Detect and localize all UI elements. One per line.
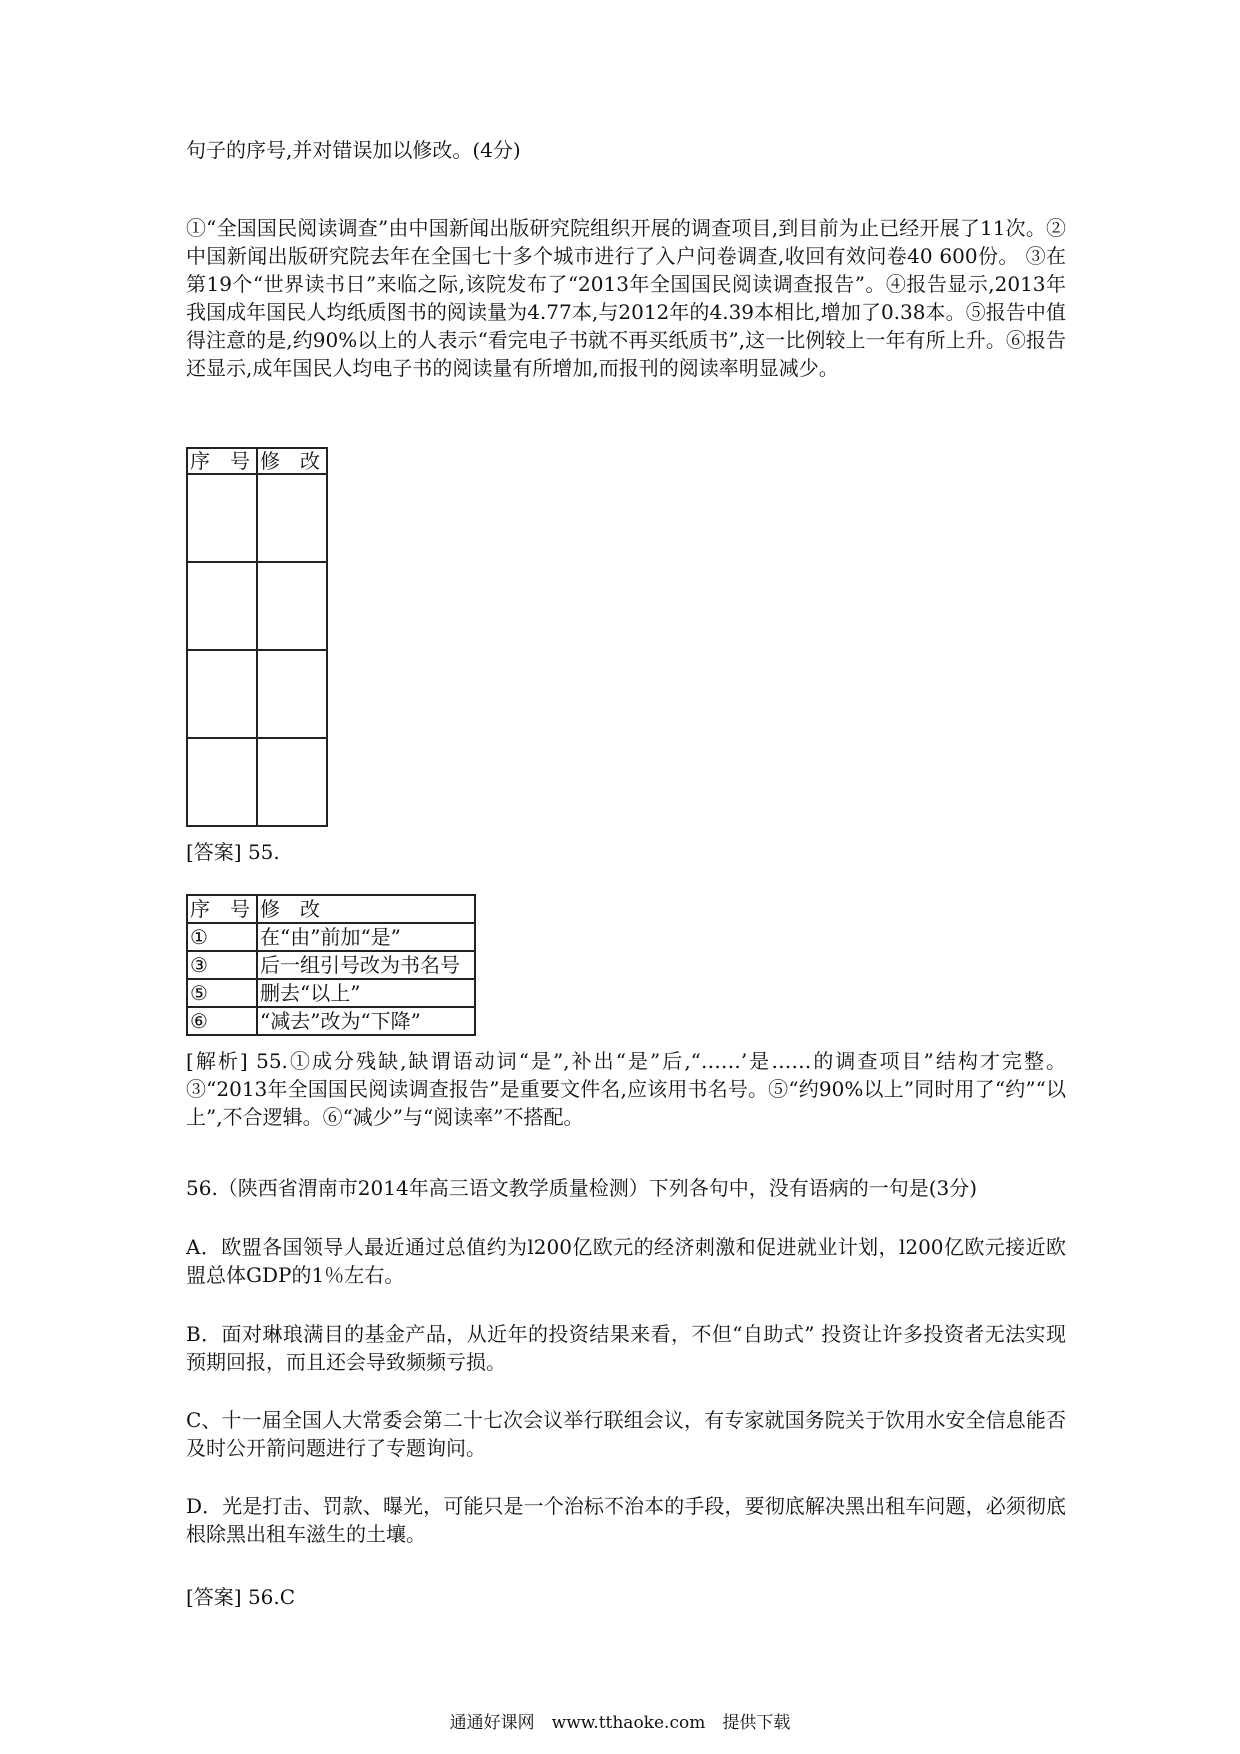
analysis-55-paragraph: [解析] 55.①成分残缺,缺谓语动词“是”,补出“是”后,“……’是……的调查项目”结构才完整。③“2013年全国国民阅读调查报告”是重要文件名,应该用书名号。⑤“约90%以上”同时用了“约”“以上”,不合逻辑。⑥“减少”与“阅读率”不搭配。 [186, 1049, 1066, 1129]
answer-row-number: ⑥ [187, 1007, 257, 1035]
answer-row-revision: “减去”改为“下降” [257, 1007, 475, 1035]
blank-table-cell[interactable] [257, 474, 327, 562]
answer-row-revision: 在“由”前加“是” [257, 923, 475, 951]
option-a: A．欧盟各国领导人最近通过总值约为l200亿欧元的经济刺激和促进就业计划，l200亿欧元接近欧盟总体GDP的1％左右。 [186, 1235, 1066, 1287]
instruction-line: 句子的序号,并对错误加以修改。(4分) [186, 138, 521, 162]
table-row [187, 979, 475, 1007]
table-row [187, 1007, 475, 1035]
question-56-stem: 56.（陕西省渭南市2014年高三语文教学质量检测）下列各句中，没有语病的一句是(3分) [186, 1176, 978, 1200]
footer-source: 通通好课网 www.tthaoke.com 提供下载 [449, 1713, 791, 1733]
blank-table-header-revision: 修 改 [257, 448, 327, 474]
table-row [187, 951, 475, 979]
blank-table-cell[interactable] [257, 562, 327, 650]
option-c: C、十一届全国人大常委会第二十七次会议举行联组会议，有专家就国务院关于饮用水安全信息能否及时公开箭问题进行了专题询问。 [186, 1408, 1066, 1460]
answer-row-number: ① [187, 923, 257, 951]
blank-answer-table [186, 447, 328, 827]
answer-56: [答案] 56.C [186, 1585, 296, 1609]
answer-row-revision: 后一组引号改为书名号 [257, 951, 475, 979]
answer-55-label: [答案] 55. [186, 840, 280, 864]
answer-row-number: ③ [187, 951, 257, 979]
blank-table-cell[interactable] [187, 562, 257, 650]
blank-table-header-number: 序 号 [187, 448, 257, 474]
blank-table-cell[interactable] [187, 474, 257, 562]
answer-row-revision: 删去“以上” [257, 979, 475, 1007]
answer-row-number: ⑤ [187, 979, 257, 1007]
blank-table-cell[interactable] [257, 738, 327, 826]
table-row [187, 923, 475, 951]
option-d: D．光是打击、罚款、曝光，可能只是一个治标不治本的手段，要彻底解决黑出租车问题，必须彻底根除黑出租车滋生的土壤。 [186, 1494, 1066, 1546]
passage-paragraph: ①“全国国民阅读调查”由中国新闻出版研究院组织开展的调查项目,到目前为止已经开展了11次。②中国新闻出版研究院去年在全国七十多个城市进行了入户问卷调查,收回有效问卷40 600份。 ③在第19个“世界读书日”来临之际,该院发布了“2013年全国国民阅读调查报告”。④报告显示,2013年我国成年国民人均纸质图书的阅读量为4.77本,与2012年的4.39本相比,增加了0.38本。⑤报告中值得注意的是,约90%以上的人表示“看完电子书就不再买纸质书”,这一比例较上一年有所上升。⑥报告还显示,成年国民人均电子书的阅读量有所增加,而报刊的阅读率明显减少。 [186, 216, 1066, 380]
option-b: B．面对琳琅满目的基金产品，从近年的投资结果来看，不但“自助式” 投资让许多投资者无法实现预期回报，而且还会导致频频亏损。 [186, 1322, 1066, 1374]
blank-table-cell[interactable] [187, 650, 257, 738]
answer-table-header-number: 序 号 [187, 895, 257, 923]
blank-table-cell[interactable] [187, 738, 257, 826]
answer-table [186, 894, 476, 1036]
answer-table-header-revision: 修 改 [257, 895, 475, 923]
blank-table-cell[interactable] [257, 650, 327, 738]
